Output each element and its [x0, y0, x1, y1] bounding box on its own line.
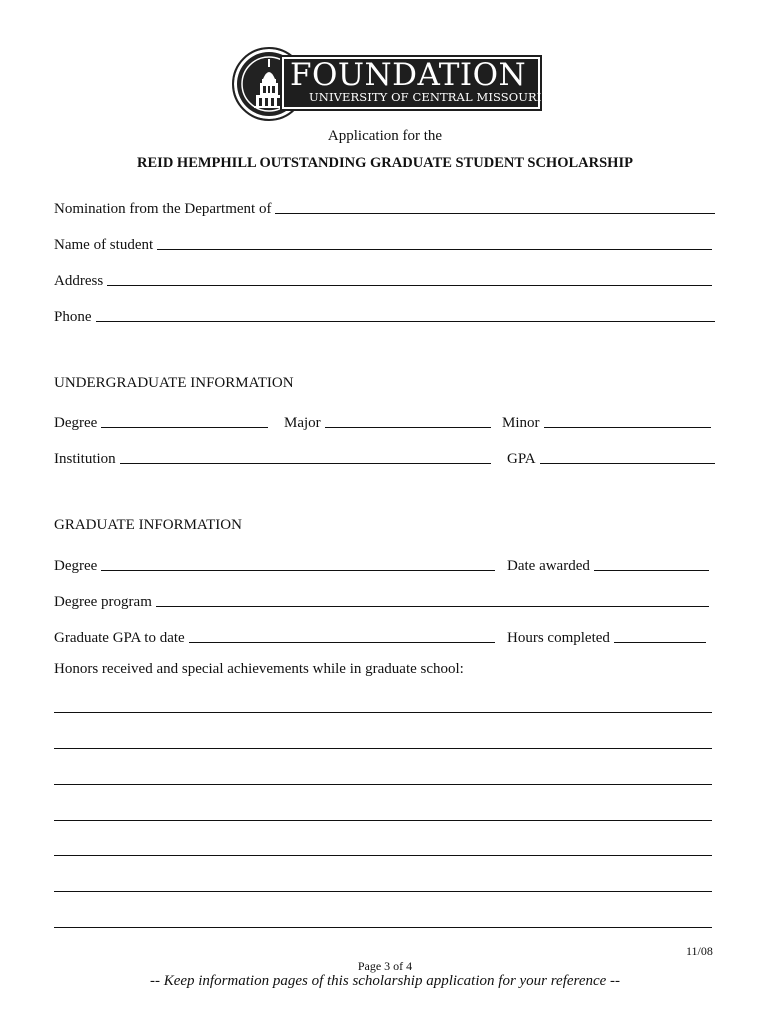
degree-program-label: Degree program [54, 594, 152, 610]
student-name-field[interactable] [54, 232, 712, 254]
application-pre-title: Application for the [327, 128, 443, 144]
honors-line[interactable] [54, 855, 712, 856]
degree-program-row [54, 589, 715, 611]
grad-gpa-label: Graduate GPA to date [54, 630, 185, 646]
honors-line[interactable] [54, 784, 712, 785]
graduate-heading: GRADUATE INFORMATION [54, 517, 242, 533]
revision-date: 11/08 [686, 944, 713, 958]
undergrad-minor-blank[interactable] [544, 427, 712, 428]
foundation-logo [232, 47, 542, 115]
address-row [54, 268, 715, 290]
honors-line[interactable] [54, 891, 712, 892]
undergrad-degree-row [54, 410, 715, 432]
honors-label: Honors received and special achievements while in graduate school: [54, 661, 464, 677]
phone-row [54, 304, 715, 326]
institution-row [54, 446, 715, 468]
scholarship-title: REID HEMPHILL OUTSTANDING GRADUATE STUDENT SCHOLARSHIP [137, 155, 633, 171]
hours-completed-field[interactable] [507, 625, 706, 647]
honors-line[interactable] [54, 820, 712, 821]
student-name-row [54, 232, 715, 254]
grad-degree-label: Degree [54, 558, 98, 574]
degree-program-field[interactable] [54, 589, 709, 611]
address-blank[interactable] [107, 285, 712, 286]
page-number: Page 3 of 4 [357, 959, 413, 973]
institution-field[interactable] [54, 446, 491, 468]
grad-gpa-row [54, 625, 715, 647]
undergrad-gpa-blank[interactable] [540, 463, 715, 464]
undergrad-major-blank[interactable] [325, 427, 491, 428]
degree-program-blank[interactable] [156, 606, 709, 607]
undergrad-major-label: Major [284, 415, 321, 431]
address-label: Address [54, 273, 104, 289]
logo-subtitle: UNIVERSITY OF CENTRAL MISSOURI [309, 90, 542, 104]
reference-note: -- Keep information pages of this scholarship application for your reference -- [149, 973, 621, 989]
phone-blank[interactable] [96, 321, 716, 322]
honors-line[interactable] [54, 748, 712, 749]
undergrad-minor-label: Minor [502, 415, 540, 431]
undergrad-degree-label: Degree [54, 415, 98, 431]
logo-brand-text: FOUNDATION [290, 57, 527, 93]
student-name-blank[interactable] [157, 249, 712, 250]
undergrad-degree-field[interactable] [54, 410, 268, 432]
institution-label: Institution [54, 451, 116, 467]
department-row [54, 196, 715, 218]
address-field[interactable] [54, 268, 712, 290]
phone-field[interactable] [54, 304, 715, 326]
department-label: Nomination from the Department of [54, 201, 272, 217]
honors-line[interactable] [54, 927, 712, 928]
date-awarded-blank[interactable] [594, 570, 709, 571]
undergrad-major-field[interactable] [284, 410, 491, 432]
undergrad-gpa-label: GPA [507, 451, 536, 467]
undergrad-minor-field[interactable] [502, 410, 711, 432]
grad-degree-blank[interactable] [101, 570, 495, 571]
undergrad-degree-blank[interactable] [101, 427, 268, 428]
department-blank[interactable] [275, 213, 715, 214]
honors-line[interactable] [54, 712, 712, 713]
undergraduate-heading: UNDERGRADUATE INFORMATION [54, 375, 294, 391]
grad-gpa-blank[interactable] [189, 642, 495, 643]
hours-completed-blank[interactable] [614, 642, 706, 643]
student-name-label: Name of student [54, 237, 154, 253]
institution-blank[interactable] [120, 463, 491, 464]
grad-degree-field[interactable] [54, 553, 495, 575]
phone-label: Phone [54, 309, 92, 325]
logo-band [280, 55, 542, 111]
grad-degree-row [54, 553, 715, 575]
department-field[interactable] [54, 196, 715, 218]
date-awarded-label: Date awarded [507, 558, 590, 574]
grad-gpa-field[interactable] [54, 625, 495, 647]
date-awarded-field[interactable] [507, 553, 709, 575]
undergrad-gpa-field[interactable] [507, 446, 715, 468]
hours-completed-label: Hours completed [507, 630, 610, 646]
